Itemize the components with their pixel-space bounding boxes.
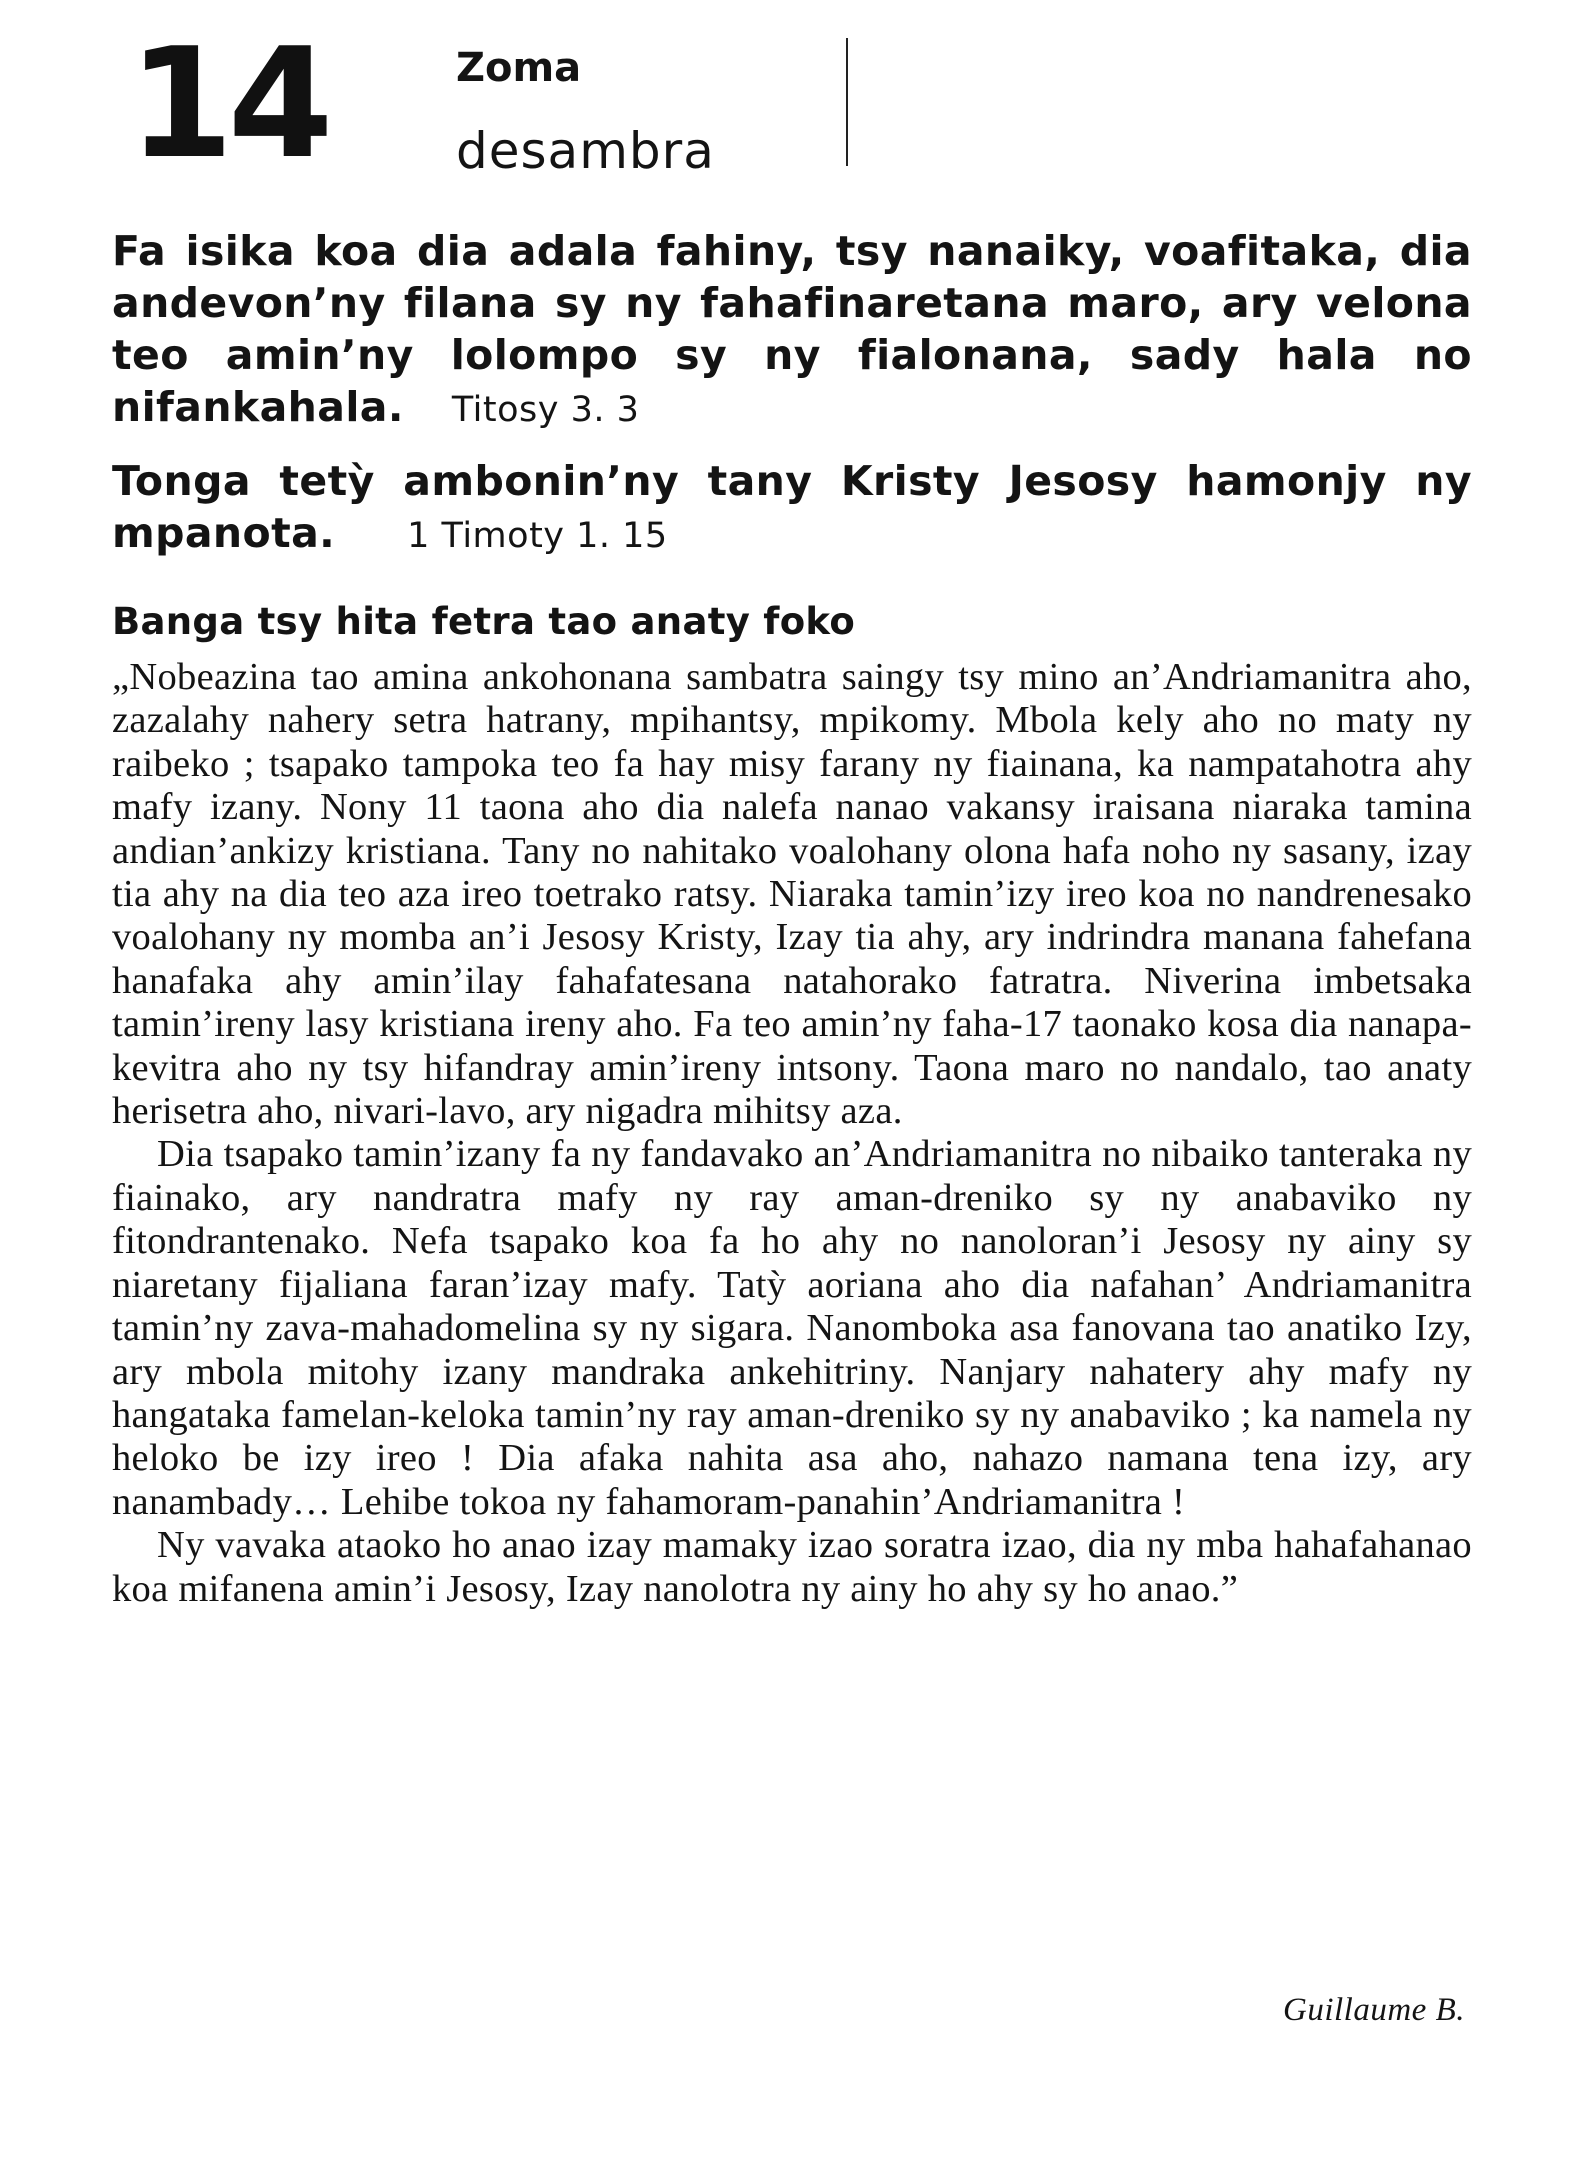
- verse-1: [112, 225, 1472, 436]
- article-paragraph-3: Ny vavaka ataoko ho anao izay mamaky izao soratra izao, dia ny mba hahafahanao koa mifanena amin’i Jesosy, Izay nanolotra ny ainy ho ahy sy ho anao.”: [112, 1524, 1472, 1610]
- verse-2: [112, 455, 1472, 562]
- verse-1-reference: Titosy 3. 3: [451, 390, 640, 430]
- weekday-label: Zoma: [456, 45, 582, 91]
- article-body: [112, 656, 1472, 1611]
- author-signature: Guillaume B.: [1283, 1992, 1465, 2028]
- article-title: Banga tsy hita fetra tao anaty foko: [112, 600, 856, 643]
- verse-2-reference: 1 Timoty 1. 15: [407, 516, 668, 556]
- article-paragraph-1: „Nobeazina tao amina ankohonana sambatra saingy tsy mino an’Andriamanitra aho, zazalahy nahery setra hatrany, mpihantsy, mpikomy. Mbola kely aho no maty ny raibeko ; tsapako tampoka teo fa hay misy farany ny fiainana, ka nampatahotra ahy mafy izany. Nony 11 taona aho dia nalefa nanao vakansy iraisana niaraka tamina andian’ankizy kristiana. Tany no nahitako voalohany olona hafa noho ny sasany, izay tia ahy na dia teo aza ireo toetrako ratsy. Niaraka tamin’izy ireo koa no nandrenesako voalohany ny momba an’i Jesosy Kristy, Izay tia ahy, ary indrindra manana fahefana hanafaka ahy amin’ilay fahafatesana natahorako fatratra. Niverina imbetsaka tamin’ireny lasy kristiana ireny aho. Fa teo amin’ny faha-17 taonako kosa dia nanapa-kevitra aho ny tsy hifandray amin’ireny intsony. Taona maro no nandalo, tao anaty herisetra aho, nivari-lavo, ary nigadra mihitsy aza.: [112, 656, 1472, 1133]
- month-label: desambra: [456, 122, 715, 180]
- article-paragraph-2: Dia tsapako tamin’izany fa ny fandavako an’Andriamanitra no nibaiko tanteraka ny fiainako, ary nandratra mafy ny ray aman-dreniko sy ny anabaviko ny fitondrantenako. Nefa tsapako koa fa ho ahy no nanoloran’i Jesosy ny ainy sy niaretany fijaliana faran’izay mafy. Tatỳ aoriana aho dia nafahan’ Andriamanitra tamin’ny zava-mahadomelina sy ny sigara. Nanomboka asa fanovana tao anatiko Izy, ary mbola mitohy izany mandraka ankehitriny. Nanjary nahatery ahy mafy ny hangataka famelan-keloka tamin’ny ray aman-dreniko sy ny anabaviko ; ka namela ny heloko be izy ireo ! Dia afaka nahita asa aho, nahazo namana tena izy, ary nanambady… Lehibe tokoa ny fahamoram-panahin’Andriamanitra !: [112, 1133, 1472, 1523]
- date-header: [128, 15, 848, 192]
- verse-1-text: Fa isika koa dia adala fahiny, tsy nanaiky, voafitaka, dia andevon’ny filana sy ny fahafinaretana maro, ary velona teo amin’ny lolompo sy ny fialonana, sady hala no nifankahala.: [112, 227, 1472, 431]
- verse-2-text: Tonga tetỳ ambonin’ny tany Kristy Jesosy hamonjy ny mpanota.: [112, 457, 1472, 557]
- header-divider: [846, 38, 848, 166]
- day-number: 14: [128, 15, 328, 192]
